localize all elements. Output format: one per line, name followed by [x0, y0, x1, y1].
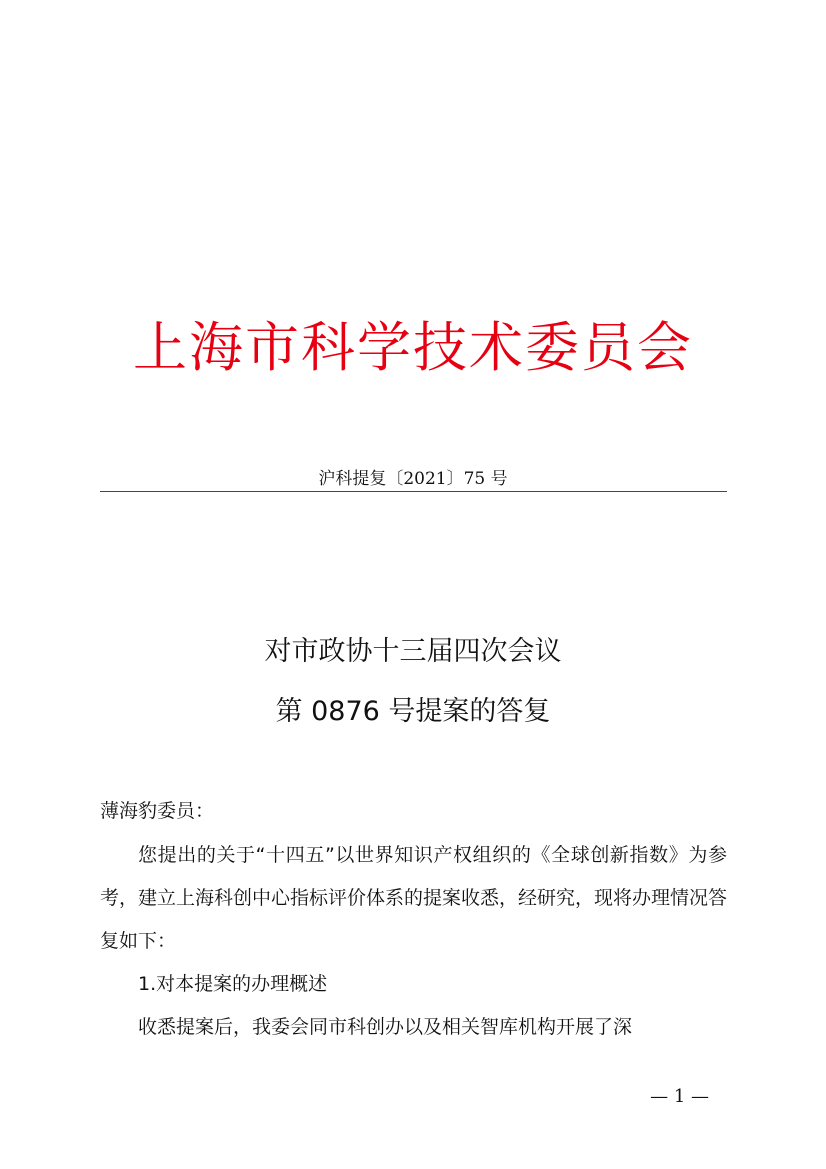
red-separator-line	[100, 491, 727, 492]
document-number: 沪科提复〔2021〕75 号	[318, 469, 508, 489]
salutation: 薄海豹委员：	[100, 800, 215, 822]
reply-title-line-2: 第 0876 号提案的答复	[275, 696, 551, 727]
body-paragraph: 收悉提案后，我委会同市科创办以及相关智库机构开展了深	[138, 1016, 633, 1038]
reply-title-line-1: 对市政协十三届四次会议	[264, 636, 562, 667]
page-number: — 1 —	[650, 1086, 709, 1107]
section-heading: 1.对本提案的办理概述	[138, 973, 328, 995]
body-paragraph-intro: 您提出的关于“十四五”以世界知识产权组织的《全球创新指数》为参考，建立上海科创中心指标评价体系的提案收悉，经研究，现将办理情况答复如下：	[100, 844, 728, 952]
issuing-organization-title: 上海市科学技术委员会	[133, 316, 693, 379]
